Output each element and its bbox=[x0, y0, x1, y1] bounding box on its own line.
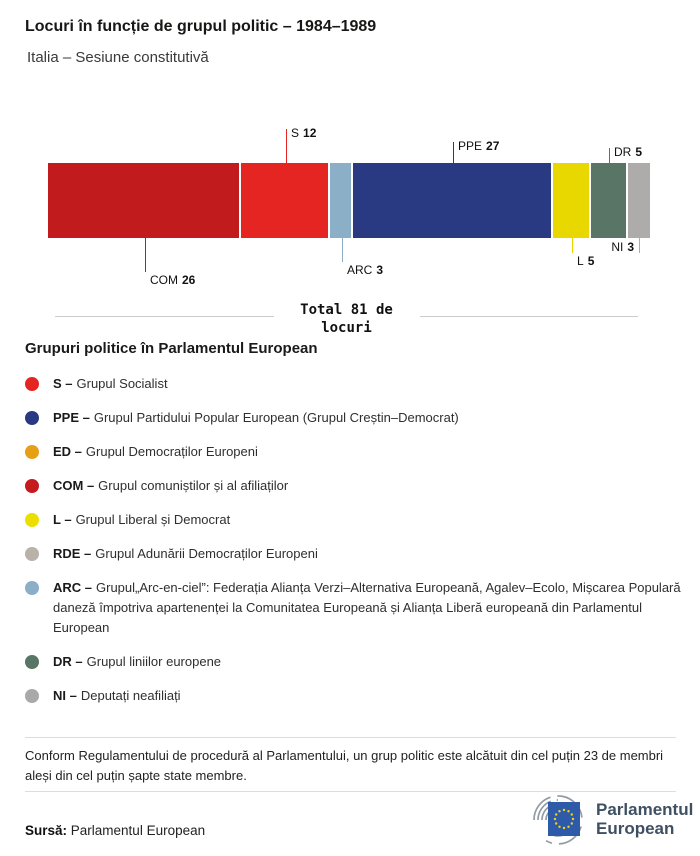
bar-segment-L[interactable] bbox=[553, 163, 590, 238]
callout-label-COM bbox=[150, 273, 195, 287]
legend-item-dr bbox=[25, 652, 685, 672]
legend-code: PPE – bbox=[53, 410, 90, 425]
callout-code: ARC bbox=[347, 263, 373, 277]
bar-segment-PPE[interactable] bbox=[353, 163, 554, 238]
legend-code: COM – bbox=[53, 478, 95, 493]
european-parliament-logo bbox=[514, 793, 693, 845]
callout-label-S bbox=[291, 126, 316, 140]
bar-segment-S[interactable] bbox=[241, 163, 330, 238]
callout-code: L bbox=[577, 254, 584, 268]
callout-code: S bbox=[291, 126, 300, 140]
callout-value: 5 bbox=[587, 254, 595, 268]
legend-label: Grupul„Arc-en-ciel”: Federația Alianța Verzi–Alternativa Europeană, Agalev–Ecolo, Mișcarea Populară daneză împotriva apartenenței la Comunitatea Europeană și Alianța Liberă europeană din Parlamentul European bbox=[53, 580, 681, 635]
total-row bbox=[55, 301, 638, 337]
legend-item-s bbox=[25, 374, 685, 394]
legend-label: Grupul comuniștilor și al afiliaților bbox=[98, 478, 289, 493]
legend-code: RDE – bbox=[53, 546, 92, 561]
callout-line-S bbox=[286, 129, 287, 163]
legend-code: NI – bbox=[53, 688, 77, 703]
callout-label-PPE bbox=[458, 139, 499, 153]
callout-line-COM bbox=[145, 238, 146, 272]
legend-code: ED – bbox=[53, 444, 82, 459]
callout-value: 5 bbox=[635, 145, 643, 159]
callout-line-DR bbox=[609, 148, 610, 163]
legend-dot-com bbox=[25, 479, 39, 493]
legend-item-ed bbox=[25, 442, 685, 462]
legend-label: Grupul liniilor europene bbox=[86, 654, 222, 669]
callout-value: 27 bbox=[486, 139, 500, 153]
legend-label: Grupul Democraților Europeni bbox=[85, 444, 258, 459]
legend-dot-rde bbox=[25, 547, 39, 561]
legend-label: Grupul Partidului Popular European (Grupul Creștin–Democrat) bbox=[93, 410, 459, 425]
callout-label-ARC bbox=[347, 263, 383, 277]
bar-segment-NI[interactable] bbox=[628, 163, 650, 238]
legend-label: Grupul Liberal și Democrat bbox=[75, 512, 231, 527]
legend-dot-s bbox=[25, 377, 39, 391]
logo-line2: European bbox=[596, 819, 675, 838]
source-line bbox=[25, 823, 205, 838]
legend-code: L – bbox=[53, 512, 72, 527]
legend-label: Deputați neafiliați bbox=[80, 688, 181, 703]
callout-line-L bbox=[572, 238, 573, 253]
legend-item-ppe bbox=[25, 408, 685, 428]
legend-code: S – bbox=[53, 376, 73, 391]
source-label: Sursă: bbox=[25, 823, 68, 838]
legend-dot-arc bbox=[25, 581, 39, 595]
legend-dot-ed bbox=[25, 445, 39, 459]
legend bbox=[25, 340, 685, 720]
chart-area bbox=[0, 110, 700, 302]
legend-item-l bbox=[25, 510, 685, 530]
callout-label-L bbox=[577, 254, 594, 268]
callout-value: 26 bbox=[182, 273, 196, 287]
callout-code: NI bbox=[611, 240, 624, 254]
callout-value: 3 bbox=[627, 240, 634, 254]
legend-dot-ni bbox=[25, 689, 39, 703]
callout-line-NI bbox=[639, 238, 640, 253]
legend-item-arc bbox=[25, 578, 685, 638]
bar-segment-ARC[interactable] bbox=[330, 163, 352, 238]
legend-dot-l bbox=[25, 513, 39, 527]
legend-item-ni bbox=[25, 686, 685, 706]
bar-segment-DR[interactable] bbox=[591, 163, 628, 238]
callout-code: DR bbox=[614, 145, 632, 159]
total-rule-right bbox=[420, 316, 639, 317]
legend-code: DR – bbox=[53, 654, 83, 669]
bar-segment-COM[interactable] bbox=[48, 163, 241, 238]
hemicycle-eu-flag-icon bbox=[514, 793, 588, 845]
legend-label: Grupul Adunării Democraților Europeni bbox=[95, 546, 318, 561]
callout-label-DR bbox=[614, 145, 642, 159]
legend-code: ARC – bbox=[53, 580, 93, 595]
callout-value: 12 bbox=[303, 126, 317, 140]
legend-label: Grupul Socialist bbox=[76, 376, 168, 391]
callout-value: 3 bbox=[376, 263, 384, 277]
page-title: Locuri în funcție de grupul politic – 1984–1989 bbox=[25, 18, 377, 35]
source-value: Parlamentul European bbox=[67, 823, 206, 838]
footnote: Conform Regulamentului de procedură al Parlamentului, un grup politic este alcătuit din cel puțin 23 de membri aleși din cel puțin șapte state membre. bbox=[25, 748, 664, 783]
logo-line1: Parlamentul bbox=[596, 800, 694, 819]
legend-heading: Grupuri politice în Parlamentul European bbox=[25, 340, 318, 357]
legend-item-com bbox=[25, 476, 685, 496]
logo-wordmark bbox=[596, 800, 693, 838]
callout-line-PPE bbox=[453, 142, 454, 163]
callout-code: PPE bbox=[458, 139, 483, 153]
total-seats-label: Total 81 de locuri bbox=[300, 302, 393, 336]
callout-code: COM bbox=[150, 273, 178, 287]
footer-rule-bottom bbox=[25, 791, 676, 792]
total-rule-left bbox=[55, 316, 274, 317]
legend-dot-dr bbox=[25, 655, 39, 669]
callout-label-NI bbox=[611, 240, 634, 254]
eu-flag bbox=[548, 802, 580, 836]
footer-rule-top bbox=[25, 737, 676, 738]
legend-dot-ppe bbox=[25, 411, 39, 425]
page-subtitle: Italia – Sesiune constitutivă bbox=[27, 49, 209, 66]
legend-item-rde bbox=[25, 544, 685, 564]
callout-line-ARC bbox=[342, 238, 343, 262]
